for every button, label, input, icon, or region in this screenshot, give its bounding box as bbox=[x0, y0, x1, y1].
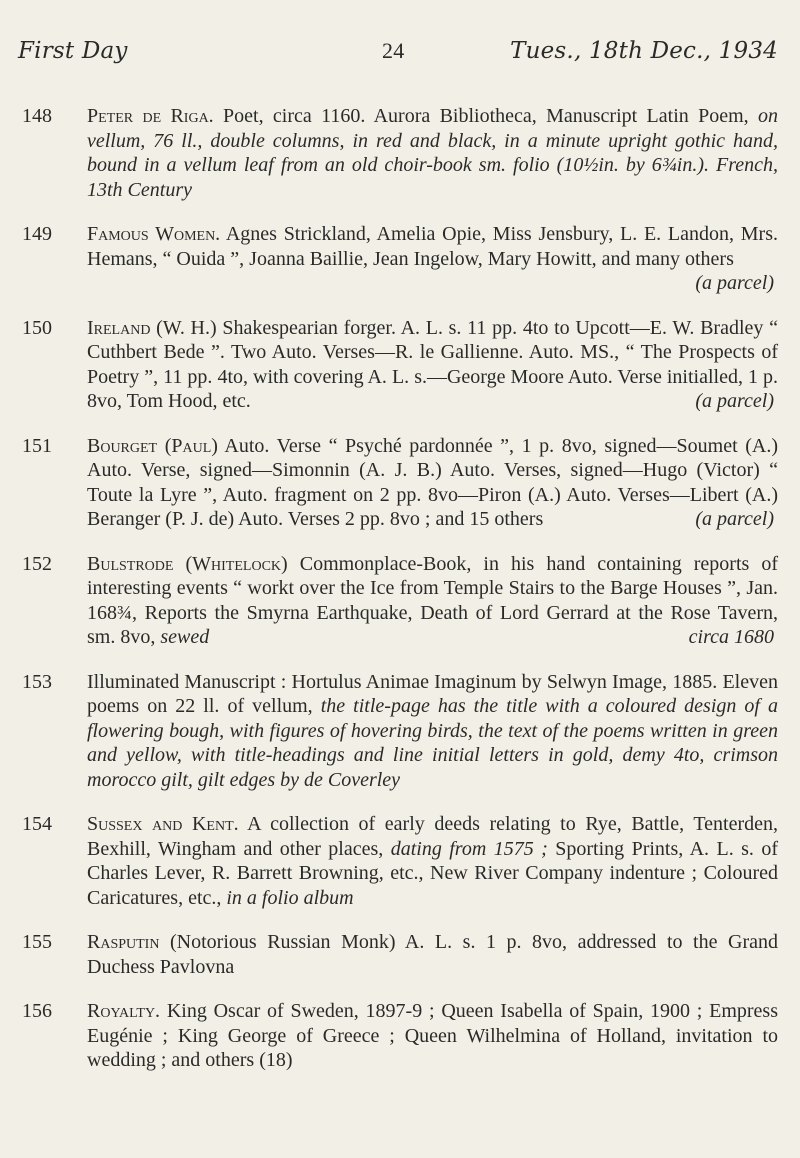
lot-153 bbox=[22, 670, 778, 793]
lot-number: 151 bbox=[22, 434, 52, 457]
lot-number: 153 bbox=[22, 670, 52, 693]
lot-description bbox=[87, 316, 778, 414]
lot-description bbox=[87, 930, 778, 979]
lot-149 bbox=[22, 222, 778, 296]
lot-155 bbox=[22, 930, 778, 979]
lot-heading: Peter de Riga. bbox=[87, 105, 214, 127]
page-header bbox=[18, 38, 778, 68]
lot-description bbox=[87, 670, 778, 793]
lot-body-italic-continued: in a folio album bbox=[226, 886, 354, 909]
lot-description bbox=[87, 999, 778, 1073]
lot-note: (a parcel) bbox=[695, 272, 774, 294]
lot-number: 156 bbox=[22, 1000, 52, 1022]
lot-description bbox=[87, 222, 778, 296]
lot-heading: Illuminated Manuscript : bbox=[87, 670, 287, 693]
lot-heading: Bulstrode (Whitelock) bbox=[87, 552, 288, 575]
lot-description bbox=[87, 812, 778, 910]
lot-number: 149 bbox=[22, 223, 52, 245]
lot-154 bbox=[22, 812, 778, 910]
lot-body: Auto. Verse “ Psyché pardonnée ”, 1 p. 8vo, signed—Soumet (A.) Auto. Verse, signed—Simonnin (A. J. B.) Auto. Verses, signed—Hugo (Victor) “ Toute la Lyre ”, Auto. fragment on 2 pp. 8vo—Piron (A.) Auto. Verses—Libert (A.) Beranger (P. J. de) Auto. Verses 2 pp. 8vo ; and 15 others bbox=[87, 434, 778, 530]
lot-number: 150 bbox=[22, 316, 52, 339]
lot-body: Shakespearian forger. A. L. s. 11 pp. 4to to Upcott—E. W. Bradley “ Cuthbert Bede ”. Two Auto. Verses—R. le Gallienne. Auto. MS., “ The Prospects of Poetry ”, 11 pp. 4to, with covering A. L. s.—George Moore Auto. Verse initialled, 1 p. 8vo, Tom Hood, etc. bbox=[87, 316, 778, 412]
lot-152 bbox=[22, 552, 778, 650]
lot-heading: Royalty. bbox=[87, 1000, 161, 1022]
lot-description bbox=[87, 104, 778, 202]
lot-body: Poet, circa 1160. Aurora Bibliotheca, Manuscript Latin Poem, bbox=[213, 105, 758, 127]
lot-note: circa 1680 bbox=[688, 626, 774, 648]
lot-heading: Sussex and Kent. bbox=[87, 813, 239, 835]
lot-151 bbox=[22, 434, 778, 532]
lot-148 bbox=[22, 104, 778, 202]
lot-heading: Rasputin bbox=[87, 931, 160, 953]
lot-heading: Bourget (Paul) bbox=[87, 434, 218, 457]
lot-list bbox=[22, 104, 778, 1093]
lot-body: Agnes Strickland, Amelia Opie, Miss Jensbury, L. E. Landon, Mrs. Hemans, “ Ouida ”, Joanna Baillie, Jean Ingelow, Mary Howitt, and many others bbox=[87, 223, 778, 270]
lot-body: A collection of early deeds relating to Rye, Battle, Tenterden, Bexhill, Wingham and other places, bbox=[87, 813, 778, 860]
lot-body-italic: the title-page has the title with a coloured design of a flowering bough, with figures of hovering birds, the text of the poems written in green and yellow, with title-headings and line initial letters in gold, demy 4to, crimson morocco gilt, gilt edges by de Coverley bbox=[87, 695, 778, 791]
lot-body-italic: sewed bbox=[160, 626, 210, 648]
lot-body: (Notorious Russian Monk) A. L. s. 1 p. 8vo, addressed to the Grand Duchess Pavlovna bbox=[87, 931, 778, 978]
lot-150 bbox=[22, 316, 778, 414]
lot-body: Hortulus Animae Imaginum by Selwyn Image, 1885. Eleven poems on 22 ll. of vellum, bbox=[87, 670, 778, 717]
lot-body-italic: on vellum, 76 ll., double columns, in red and black, in a minute upright gothic hand, bound in a vellum leaf from an old choir-book sm. folio (10½in. by 6¾in.). French, 13th Century bbox=[87, 105, 778, 201]
lot-body: King Oscar of Sweden, 1897-9 ; Queen Isabella of Spain, 1900 ; Empress Eugénie ; King George of Greece ; Queen Wilhelmina of Holland, invitation to wedding ; and others (18) bbox=[87, 1000, 778, 1071]
lot-156 bbox=[22, 999, 778, 1073]
lot-body: Commonplace-Book, in his hand containing reports of interesting events “ workt over the Ice from Temple Stairs to the Barge Houses ”, Jan. 168¾, Reports the Smyrna Earthquake, Death of Lord Gerrard at the Rose Tavern, sm. 8vo, bbox=[87, 552, 778, 648]
lot-note: (a parcel) bbox=[695, 508, 774, 530]
lot-number: 154 bbox=[22, 813, 52, 835]
lot-description bbox=[87, 552, 778, 650]
lot-number: 148 bbox=[22, 105, 52, 127]
lot-body-continued: Sporting Prints, A. L. s. of Charles Lever, R. Barrett Browning, etc., New River Company indenture ; Coloured Caricatures, etc., bbox=[87, 837, 778, 909]
header-day: First Day bbox=[18, 38, 128, 64]
page-number: 24 bbox=[382, 38, 405, 63]
header-date: Tues., 18th Dec., 1934 bbox=[510, 38, 778, 64]
lot-number: 152 bbox=[22, 552, 52, 575]
lot-note: (a parcel) bbox=[695, 390, 774, 412]
lot-number: 155 bbox=[22, 931, 52, 953]
lot-body-italic: dating from 1575 ; bbox=[390, 837, 548, 860]
lot-description bbox=[87, 434, 778, 532]
lot-heading: Ireland (W. H.) bbox=[87, 316, 217, 339]
lot-heading: Famous Women. bbox=[87, 223, 221, 245]
